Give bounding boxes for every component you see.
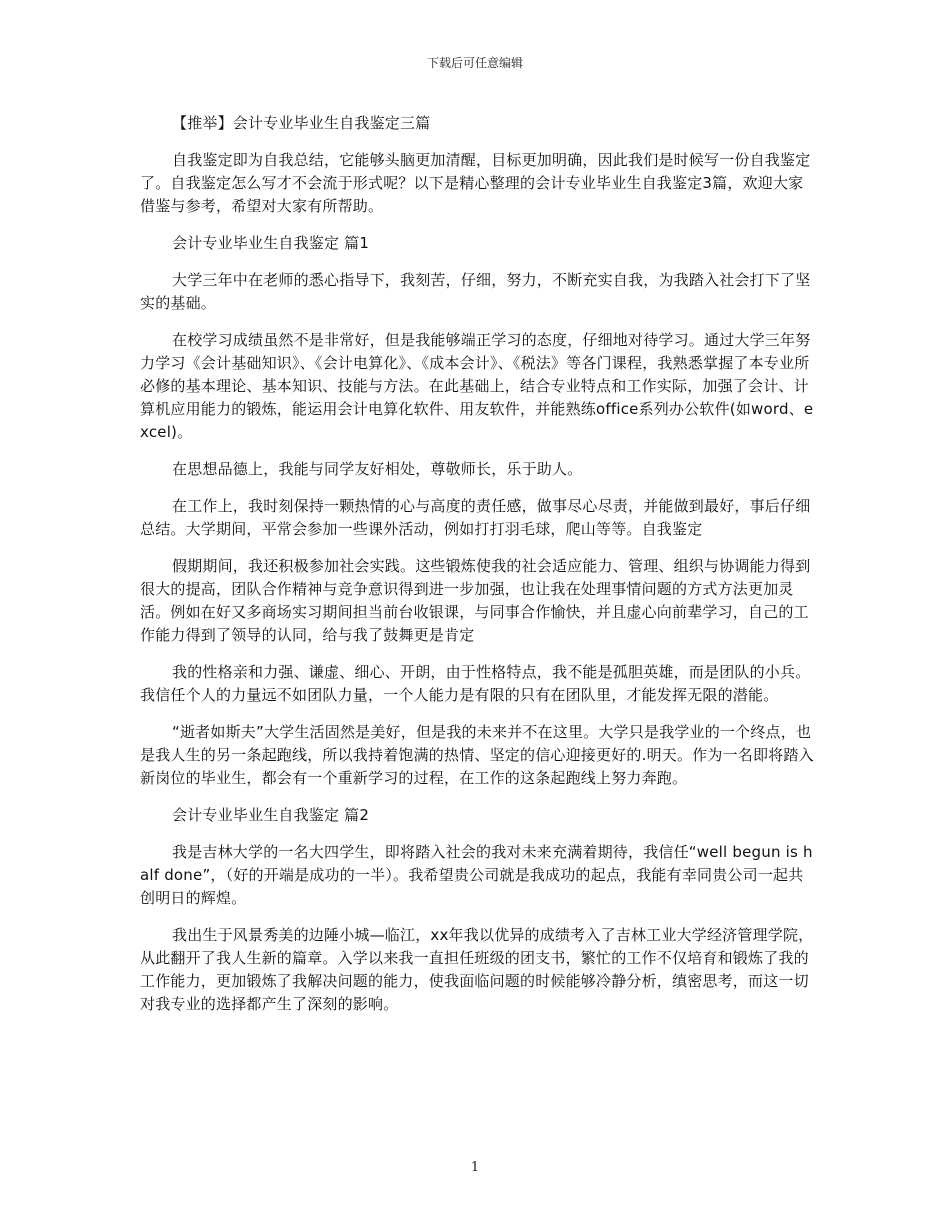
document-body xyxy=(140,112,816,1030)
body-paragraph: 我是吉林大学的一名大四学生，即将踏入社会的我对未来充满着期待，我信任“well begun is half done”，（好的开端是成功的一半）。我希望贵公司就是我成功的起点，我能有幸同贵公司一起共创明日的辉煌。 xyxy=(140,843,813,907)
section-heading-1: 会计专业毕业生自我鉴定 篇1 xyxy=(172,234,370,252)
page-header: 下载后可任意编辑 xyxy=(426,56,523,70)
body-paragraph: “逝者如斯夫”大学生活固然是美好，但是我的未来并不在这里。大学只是我学业的一个终点，也是我人生的另一条起跑线，所以我持着饱满的热情、坚定的信心迎接更好的.明天。作为一名即将踏入新岗位的毕业生，都会有一个重新学习的过程，在工作的这条起跑线上努力奔跑。 xyxy=(140,723,814,787)
body-paragraph: 假期期间，我还积极参加社会实践。这些锻炼使我的社会适应能力、管理、组织与协调能力得到很大的提高，团队合作精神与竞争意识得到进一步加强，也让我在处理事情问题的方式方法更加灵活。例如在好又多商场实习期间担当前台收银课，与同事合作愉快，并且虚心向前辈学习，自己的工作能力得到了领导的认同，给与我了鼓舞更是肯定 xyxy=(140,557,811,644)
body-paragraph: 大学三年中在老师的悉心指导下，我刻苦，仔细，努力，不断充实自我，为我踏入社会打下了坚实的基础。 xyxy=(140,271,811,312)
body-paragraph: 在校学习成绩虽然不是非常好，但是我能够端正学习的态度，仔细地对待学习。通过大学三年努力学习《会计基础知识》、《会计电算化》、《成本会计》、《税法》等各门课程，我熟悉掌握了本专业所必修的基本理论、基本知识、技能与方法。在此基础上，结合专业特点和工作实际，加强了会计、计算机应用能力的锻炼，能运用会计电算化软件、用友软件，并能熟练office系列办公软件(如word、excel)。 xyxy=(140,331,814,441)
body-paragraph: 我的性格亲和力强、谦虚、细心、开朗，由于性格特点，我不能是孤胆英雄，而是团队的小兵。我信任个人的力量远不如团队力量，一个人能力是有限的只有在团队里，才能发挥无限的潜能。 xyxy=(140,663,811,704)
page-number: 1 xyxy=(470,1160,480,1175)
body-paragraph: 在工作上，我时刻保持一颗热情的心与高度的责任感，做事尽心尽责，并能做到最好，事后仔细总结。大学期间，平常会参加一些课外活动，例如打打羽毛球，爬山等等。自我鉴定 xyxy=(140,497,811,538)
intro-paragraph: 自我鉴定即为自我总结，它能够头脑更加清醒，目标更加明确，因此我们是时候写一份自我鉴定了。自我鉴定怎么写才不会流于形式呢？以下是精心整理的会计专业毕业生自我鉴定3篇，欢迎大家借鉴与参考，希望对大家有所帮助。 xyxy=(140,151,811,215)
section-heading-2: 会计专业毕业生自我鉴定 篇2 xyxy=(172,806,370,824)
document-title: 【推举】会计专业毕业生自我鉴定三篇 xyxy=(172,114,431,132)
body-paragraph: 我出生于风景秀美的边陲小城—临江，xx年我以优异的成绩考入了吉林工业大学经济管理学院，从此翻开了我人生新的篇章。入学以来我一直担任班级的团支书，繁忙的工作不仅培育和锻炼了我的工作能力，更加锻炼了我解决问题的能力，使我面临问题的时候能够冷静分析，缜密思考，而这一切对我专业的选择都产生了深刻的影响。 xyxy=(140,926,814,1013)
body-paragraph: 在思想品德上，我能与同学友好相处，尊敬师长，乐于助人。 xyxy=(172,460,583,478)
